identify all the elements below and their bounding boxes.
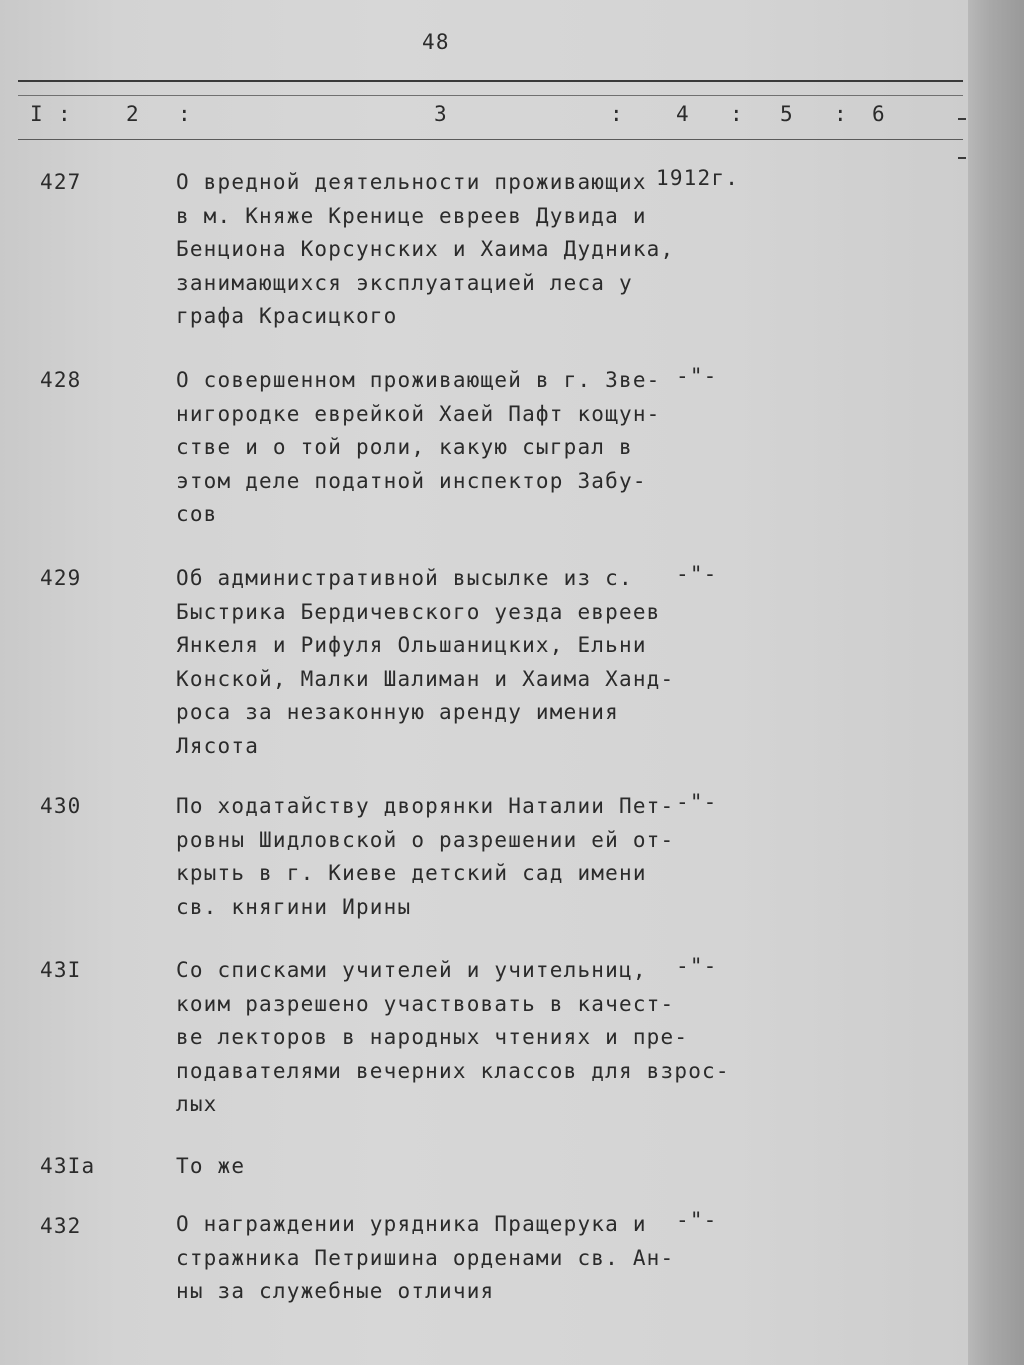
entry-description: О совершенном проживающей в г. Зве- нигородке еврейкой Хаей Пафт кощун- стве и о той роли, какую сыграл в этом деле податной инспектор Забу- сов xyxy=(176,368,661,527)
margin-tick xyxy=(958,157,966,159)
entry-number: 430 xyxy=(40,794,82,818)
column-header-3: 3 xyxy=(434,102,448,126)
table-header-rule xyxy=(18,139,963,140)
entry-description: О вредной деятельности проживающих в м. Княже Кренице евреев Дувида и Бенциона Корсунских и Хаима Дудника, занимающихся эксплуатацией леса у графа Красицкого xyxy=(176,170,675,329)
entry-number: 432 xyxy=(40,1214,82,1238)
column-header-2: 2 xyxy=(126,102,140,126)
entry-number: 43Iа xyxy=(40,1154,96,1178)
entry-date: -"- xyxy=(676,562,718,586)
entry-description: О награждении урядника Пращерука и стражника Петришина орденами св. Ан- ны за служебные отличия xyxy=(176,1212,675,1304)
column-header-4: 4 xyxy=(676,102,690,126)
column-separator: : xyxy=(178,102,192,126)
page-number: 48 xyxy=(422,30,450,54)
background-edge xyxy=(968,0,1024,1365)
column-separator: : xyxy=(58,102,72,126)
column-header-5: 5 xyxy=(780,102,794,126)
column-header-1: I xyxy=(30,102,44,126)
entry-number: 428 xyxy=(40,368,82,392)
column-separator: : xyxy=(610,102,624,126)
margin-tick xyxy=(958,118,966,120)
column-separator: : xyxy=(834,102,848,126)
entry-date: -"- xyxy=(676,364,718,388)
entry-description: Об административной высылке из с. Быстрика Бердичевского уезда евреев Янкеля и Рифуля Ольшаницких, Ельни Конской, Малки Шалиман и Хаима Ханд- роса за незаконную аренду имения Лясота xyxy=(176,566,675,758)
entry-date: -"- xyxy=(676,1208,718,1232)
column-separator: : xyxy=(730,102,744,126)
entry-date: -"- xyxy=(676,954,718,978)
entry-number: 43I xyxy=(40,958,82,982)
column-header-6: 6 xyxy=(872,102,886,126)
table-top-rule-thin xyxy=(18,95,963,96)
entry-description: По ходатайству дворянки Наталии Пет- ровны Шидловской о разрешении ей от- крыть в г. Киеве детский сад имени св. княгини Ирины xyxy=(176,794,675,919)
entry-description: Со списками учителей и учительниц, коим разрешено участвовать в качест- ве лекторов в народных чтениях и пре- подавателями вечерних классов для взрос- лых xyxy=(176,958,730,1117)
entry-date: -"- xyxy=(676,790,718,814)
entry-date: 1912г. xyxy=(656,166,740,190)
table-top-rule xyxy=(18,80,963,82)
entry-description: То же xyxy=(176,1154,246,1178)
entry-number: 427 xyxy=(40,170,82,194)
entry-number: 429 xyxy=(40,566,82,590)
